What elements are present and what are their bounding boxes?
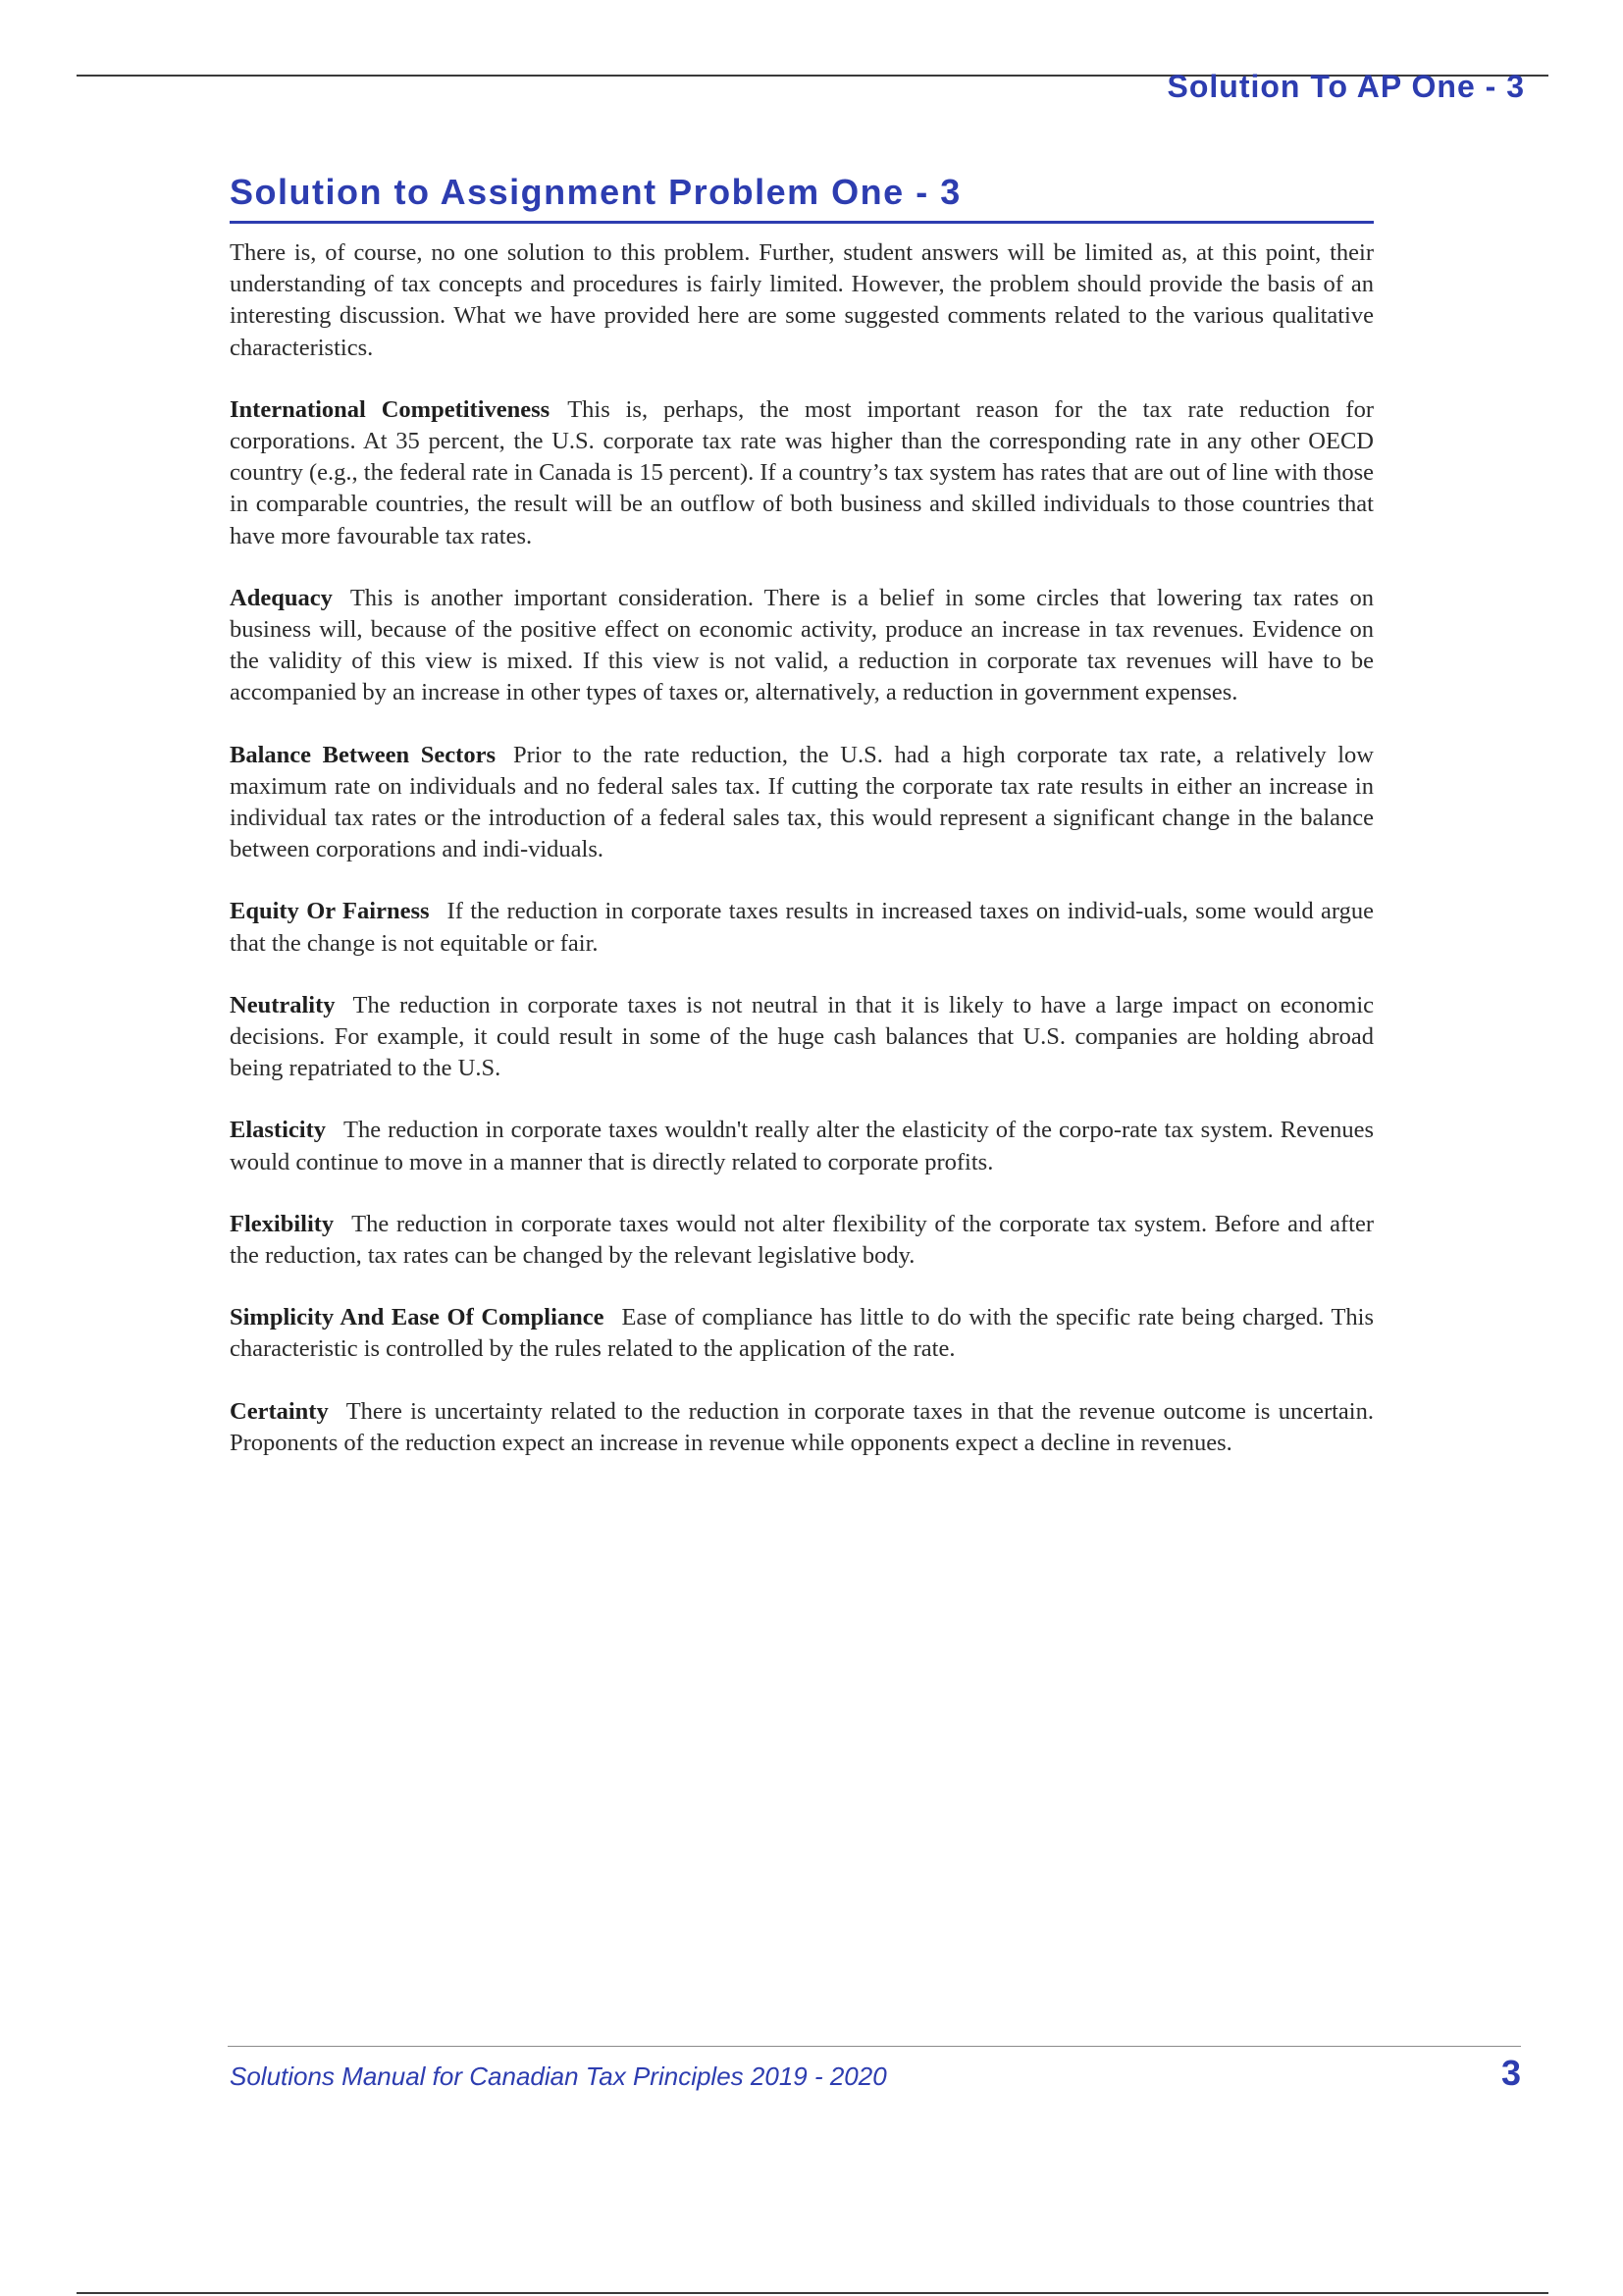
paragraph-elasticity (230, 1115, 1374, 1177)
footer-rule (228, 2046, 1521, 2047)
term-heading: Simplicity And Ease Of Compliance (230, 1304, 604, 1331)
paragraph-simplicity (230, 1302, 1374, 1365)
page-title: Solution to Assignment Problem One - 3 (230, 172, 1374, 224)
paragraph-text: The reduction in corporate taxes would not alter flexibility of the corporate tax system. Before and after the reduction, tax rates can be changed by the relevant legislative body. (230, 1210, 1374, 1270)
term-heading: Neutrality (230, 991, 336, 1018)
paragraph-international-competitiveness (230, 394, 1374, 552)
paragraph-flexibility (230, 1209, 1374, 1272)
term-heading: Equity Or Fairness (230, 898, 430, 925)
paragraph-balance-between-sectors (230, 740, 1374, 866)
paragraph-text: There is uncertainty related to the reduction in corporate taxes in that the revenue outcome is uncertain. Proponents of the reduction expect an increase in revenue while opponents expect a decline in revenues. (230, 1397, 1374, 1456)
intro-paragraph: There is, of course, no one solution to this problem. Further, student answers will be limited as, at this point, their understanding of tax concepts and procedures is fairly limited. However, the problem should provide the basis of an interesting discussion. What we have provided here are some suggested comments related to the various qualitative characteristics. (230, 239, 1374, 361)
page-bottom-rule (77, 2292, 1548, 2294)
term-heading: Adequacy (230, 584, 333, 611)
term-heading: International Competitiveness (230, 395, 550, 423)
paragraph-adequacy (230, 583, 1374, 709)
paragraph-text: Ease of compliance has little to do with the specific rate being charged. This characteristic is controlled by the rules related to the application of the rate. (230, 1304, 1374, 1363)
footer-book-title: Solutions Manual for Canadian Tax Principles 2019 - 2020 (230, 2061, 887, 2091)
paragraph-text: Prior to the rate reduction, the U.S. had a high corporate tax rate, a relatively low maximum rate on individuals and no federal sales tax. If cutting the corporate tax rate results in either an increase in individual tax rates or the introduction of a federal sales tax, this would represent a significant change in the balance between corporations and indi-viduals. (230, 741, 1374, 863)
paragraph-text: This is another important consideration. There is a belief in some circles that lowering tax rates on business will, because of the positive effect on economic activity, produce an increase in tax revenues. Evidence on the validity of this view is mixed. If this view is not valid, a reduction in corporate tax revenues will have to be accompanied by an increase in other types of taxes or, alternatively, a reduction in government expenses. (230, 584, 1374, 706)
paragraph-neutrality (230, 990, 1374, 1085)
paragraph-text: If the reduction in corporate taxes results in increased taxes on individ-uals, some would argue that the change is not equitable or fair. (230, 898, 1374, 957)
main-content (230, 172, 1374, 1459)
term-heading: Flexibility (230, 1210, 335, 1237)
term-heading: Elasticity (230, 1117, 326, 1144)
paragraph-equity-or-fairness (230, 896, 1374, 959)
paragraph-certainty (230, 1396, 1374, 1459)
page-number: 3 (1500, 2053, 1521, 2093)
paragraph-text: This is, perhaps, the most important reason for the tax rate reduction for corporations. At 35 percent, the U.S. corporate tax rate was higher than the corresponding rate in any other OECD country (e.g., the federal rate in Canada is 15 percent). If a country’s tax system has rates that are out of line with those in comparable countries, the result will be an outflow of both business and skilled individuals to those countries that have more favourable tax rates. (230, 395, 1374, 549)
term-heading: Balance Between Sectors (230, 741, 496, 768)
term-heading: Certainty (230, 1397, 329, 1425)
paragraph-text: The reduction in corporate taxes is not neutral in that it is likely to have a large impact on economic decisions. For example, it could result in some of the huge cash balances that U.S. companies are holding abroad being repatriated to the U.S. (230, 991, 1374, 1082)
paragraph-text: The reduction in corporate taxes wouldn't really alter the elasticity of the corpo-rate tax system. Revenues would continue to move in a manner that is directly related to corporate profits. (230, 1117, 1374, 1175)
running-header: Solution To AP One - 3 (1167, 69, 1525, 104)
